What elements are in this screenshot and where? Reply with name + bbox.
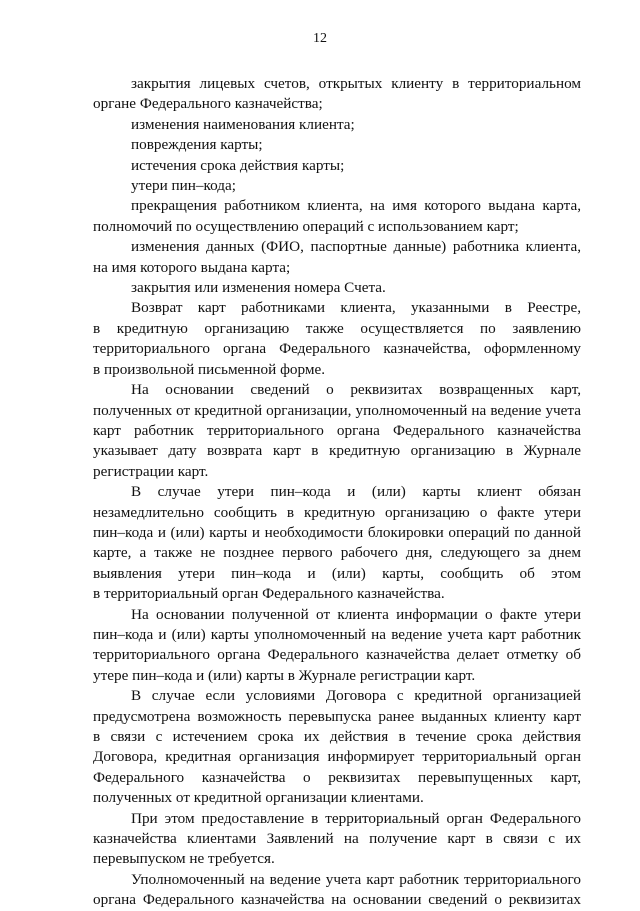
text-line: органа Федерального казначейства на основании сведений о реквизитах	[93, 891, 581, 909]
document-body	[93, 74, 581, 911]
text-line: в территориальный орган Федерального казначейства.	[93, 585, 445, 603]
text-line: в произвольной письменной форме.	[93, 360, 326, 378]
text-line: пин–кода и (или) карты и необходимости блокировки операций по данной	[93, 523, 581, 541]
text-line: в кредитную организацию также осуществляется по заявлению	[93, 319, 581, 337]
text-line: Возврат карт работниками клиента, указанными в Реестре,	[131, 299, 581, 317]
text-line: полномочий по осуществлению операций с использованием карт;	[93, 217, 519, 235]
text-line: в связи с истечением срока их действия в течение срока действия	[93, 728, 581, 745]
text-line: Договора, кредитная организация информирует территориальный орган	[93, 748, 581, 766]
text-line: полученных от кредитной организации клиентами.	[93, 789, 424, 807]
text-line: выявления утери пин–кода и (или) карты, сообщить об этом	[93, 564, 581, 582]
text-line: При этом предоставление в территориальный орган Федерального	[131, 809, 581, 827]
text-line: Уполномоченный на ведение учета карт работник территориального	[131, 870, 581, 888]
text-line: территориального органа Федерального казначейства делает отметку об	[93, 646, 581, 664]
text-line: В случае утери пин–кода и (или) карты клиент обязан	[131, 483, 581, 501]
text-line: На основании полученной от клиента информации о факте утери	[131, 605, 581, 623]
text-line: На основании сведений о реквизитах возвращенных карт,	[131, 381, 581, 399]
text-line: предусмотрена возможность перевыпуска ранее выданных клиенту карт	[93, 707, 581, 725]
text-line: утери пин–кода;	[131, 177, 236, 195]
text-line: утере пин–кода и (или) карты в Журнале регистрации карт.	[93, 666, 476, 684]
text-line: В случае если условиями Договора с кредитной организацией	[131, 687, 581, 705]
text-line: прекращения работником клиента, на имя которого выдана карта,	[131, 197, 581, 215]
text-line: полученных от кредитной организации, уполномоченный на ведение учета	[93, 401, 581, 419]
text-line: карт работник территориального органа Федерального казначейства	[93, 421, 581, 439]
text-line: изменения наименования клиента;	[131, 115, 355, 133]
text-line: Федерального казначейства о реквизитах перевыпущенных карт,	[93, 768, 581, 786]
text-line: указывает дату возврата карт в кредитную организацию в Журнале	[93, 442, 581, 460]
text-line: перевыпуском не требуется.	[93, 850, 275, 868]
text-line: закрытия или изменения номера Счета.	[131, 279, 386, 297]
page-number: 12	[313, 31, 327, 46]
text-line: на имя которого выдана карта;	[93, 258, 291, 276]
text-line: регистрации карт.	[93, 462, 209, 480]
text-line: пин–кода и (или) карты уполномоченный на ведение учета карт работник	[93, 625, 581, 643]
text-line: незамедлительно сообщить в кредитную организацию о факте утери	[93, 503, 581, 521]
text-line: казначейства клиентами Заявлений на получение карт в связи с их	[93, 830, 581, 848]
text-line: органе Федерального казначейства;	[93, 95, 323, 113]
text-line: изменения данных (ФИО, паспортные данные) работника клиента,	[131, 238, 581, 256]
text-line: карте, а также не позднее первого рабочего дня, следующего за днем	[93, 544, 581, 562]
text-line: территориального органа Федерального казначейства, оформленному	[93, 340, 581, 358]
text-line: истечения срока действия карты;	[131, 156, 345, 174]
text-line: повреждения карты;	[131, 136, 263, 154]
text-line: закрытия лицевых счетов, открытых клиенту в территориальном	[131, 75, 581, 92]
